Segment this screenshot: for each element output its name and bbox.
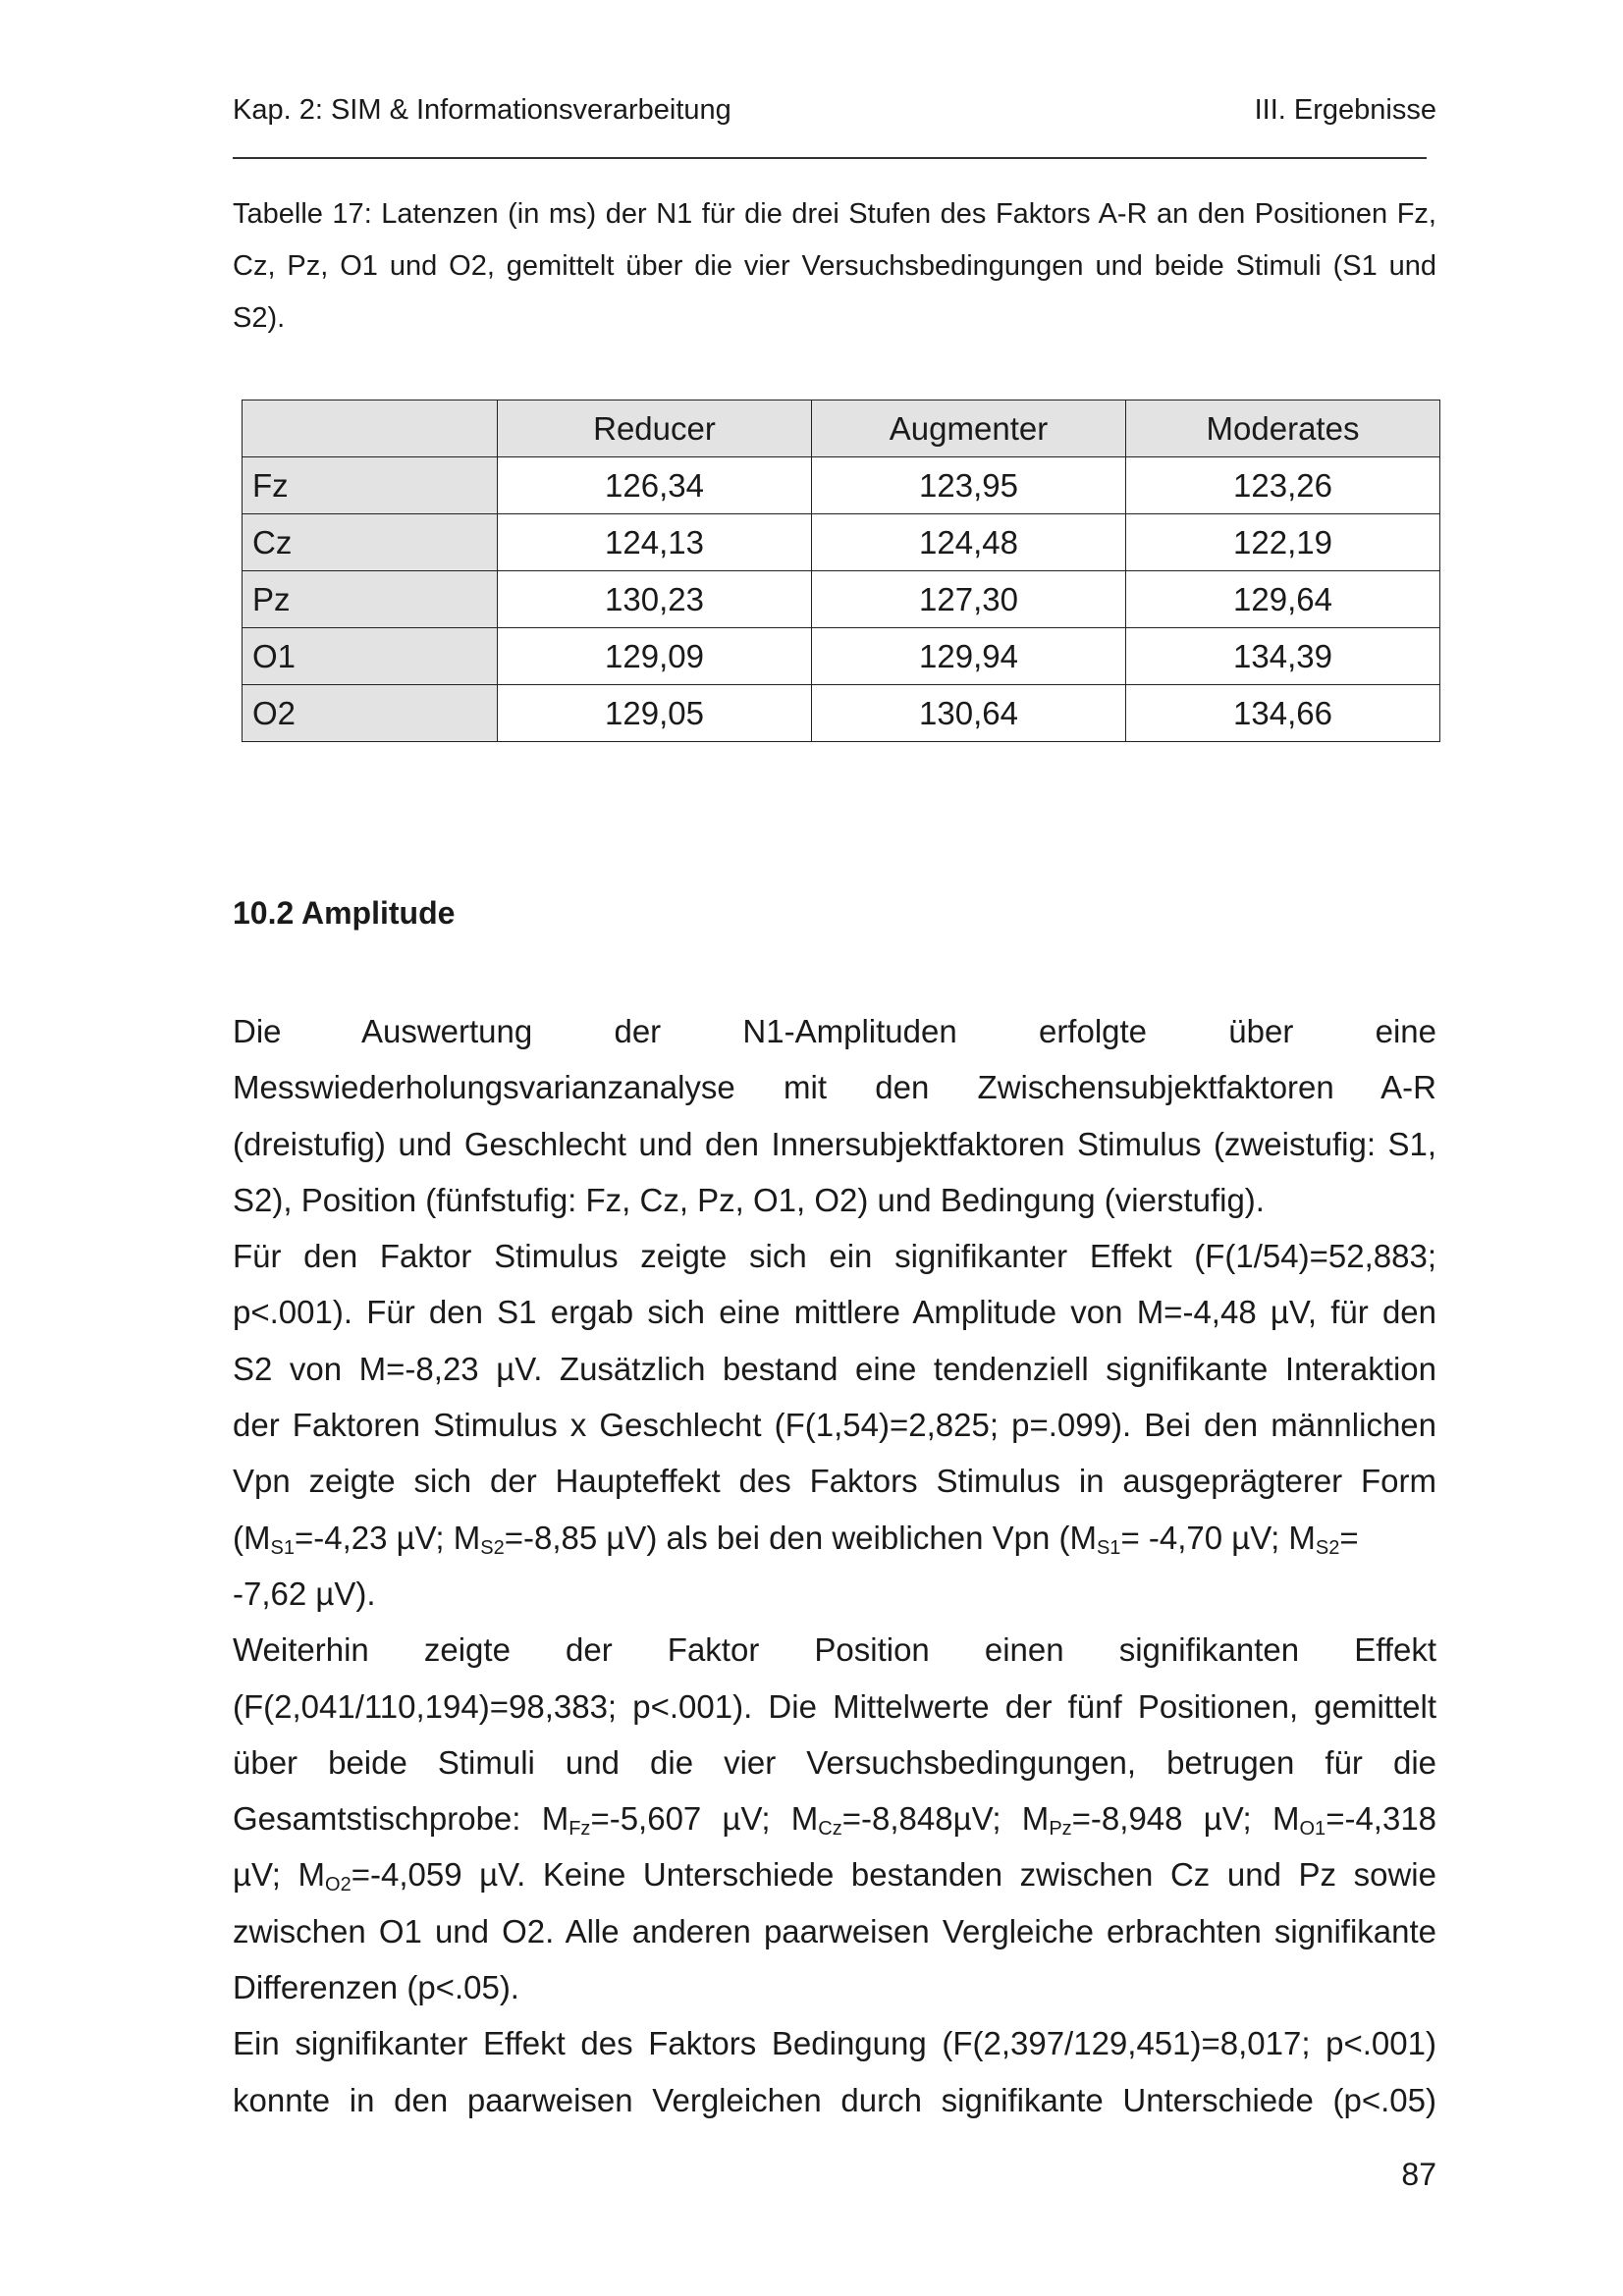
- text-line: Differenzen (p<.05).: [233, 1969, 519, 2006]
- text-run: =-4,23 µV; M: [294, 1519, 481, 1556]
- latency-table: [242, 400, 1440, 742]
- text-run: µV; M: [233, 1856, 326, 1894]
- text-run: =-4,318: [1325, 1800, 1437, 1838]
- page-number: 87: [1401, 2157, 1436, 2192]
- text-line: (F(2,041/110,194)=98,383; p<.001). Die Mittelwerte der fünf Positionen, gemittelt: [233, 1687, 1436, 1725]
- text-line: konnte in den paarweisen Vergleichen durch signifikante Unterschiede (p<.05): [233, 2081, 1436, 2118]
- table-cell: 124,13: [498, 514, 812, 571]
- text-run: = -4,70 µV; M: [1120, 1519, 1316, 1556]
- text-line: [233, 1846, 1436, 1902]
- table-cell: 130,23: [498, 571, 812, 628]
- text-line: Für den Faktor Stimulus zeigte sich ein signifikanter Effekt (F(1/54)=52,883;: [233, 1238, 1436, 1275]
- text-run: =: [1339, 1519, 1359, 1556]
- text-run: =-5,607 µV; M: [590, 1800, 819, 1838]
- table-cell: 124,48: [812, 514, 1126, 571]
- text-line: Weiterhin zeigte der Faktor Position einen signifikanten Effekt: [233, 1631, 1436, 1669]
- table-cell: 129,94: [812, 628, 1126, 685]
- text-run: =-8,948 µV; M: [1071, 1800, 1300, 1838]
- row-label: O2: [243, 685, 498, 742]
- table-cell: 122,19: [1126, 514, 1440, 571]
- subscript: S1: [1096, 1536, 1121, 1559]
- table-cell: 129,64: [1126, 571, 1440, 628]
- table-corner-cell: [243, 400, 498, 457]
- section-heading: 10.2 Amplitude: [233, 895, 456, 931]
- column-header-reducer: Reducer: [498, 400, 812, 457]
- text-line: S2 von M=-8,23 µV. Zusätzlich bestand eine tendenziell signifikante Interaktion: [233, 1350, 1436, 1387]
- table-cell: 123,95: [812, 457, 1126, 514]
- text-line: -7,62 µV).: [233, 1575, 376, 1612]
- text-run: =-4,059 µV. Keine Unterschiede bestanden zwischen Cz und Pz sowie: [351, 1856, 1436, 1894]
- table-row: [243, 457, 1440, 514]
- table-cell: 123,26: [1126, 457, 1440, 514]
- running-header-chapter: Kap. 2: SIM & Informationsverarbeitung: [233, 94, 731, 126]
- table-row: [243, 628, 1440, 685]
- table-caption: Tabelle 17: Latenzen (in ms) der N1 für die drei Stufen des Faktors A-R an den Positionen Fz, Cz, Pz, O1 und O2, gemittelt über die vier Versuchsbedingungen und beide Stimuli (S1 und S2).: [233, 198, 1436, 334]
- text-line: zwischen O1 und O2. Alle anderen paarweisen Vergleiche erbrachten signifikante: [233, 1912, 1436, 1949]
- subscript: S2: [480, 1536, 505, 1559]
- running-header-section: III. Ergebnisse: [1254, 94, 1436, 126]
- body-text: [233, 1003, 1436, 2128]
- text-run: (M: [233, 1519, 271, 1556]
- text-line: der Faktoren Stimulus x Geschlecht (F(1,54)=2,825; p=.099). Bei den männlichen: [233, 1407, 1436, 1444]
- text-line: p<.001). Für den S1 ergab sich eine mittlere Amplitude von M=-4,48 µV, für den: [233, 1294, 1436, 1331]
- table-cell: 129,09: [498, 628, 812, 685]
- subscript: Fz: [568, 1818, 591, 1841]
- row-label: Fz: [243, 457, 498, 514]
- table-cell: 130,64: [812, 685, 1126, 742]
- text-run: =-8,848µV; M: [841, 1800, 1050, 1838]
- subscript: Pz: [1049, 1818, 1072, 1841]
- header-rule: [233, 157, 1427, 159]
- table-cell: 126,34: [498, 457, 812, 514]
- table-row: [243, 571, 1440, 628]
- row-label: Cz: [243, 514, 498, 571]
- table-row: [243, 514, 1440, 571]
- text-line: Ein signifikanter Effekt des Faktors Bedingung (F(2,397/129,451)=8,017; p<.001): [233, 2025, 1436, 2062]
- text-line: Messwiederholungsvarianzanalyse mit den Zwischensubjektfaktoren A-R: [233, 1069, 1436, 1106]
- text-line: [233, 1510, 1436, 1566]
- text-line: Die Auswertung der N1-Amplituden erfolgte über eine: [233, 1013, 1436, 1049]
- text-line: S2), Position (fünfstufig: Fz, Cz, Pz, O1, O2) und Bedingung (vierstufig).: [233, 1181, 1265, 1218]
- text-line: über beide Stimuli und die vier Versuchsbedingungen, betrugen für die: [233, 1743, 1436, 1781]
- text-line: Vpn zeigte sich der Haupteffekt des Faktors Stimulus in ausgeprägterer Form: [233, 1463, 1436, 1500]
- subscript: O1: [1299, 1818, 1326, 1841]
- column-header-moderates: Moderates: [1126, 400, 1440, 457]
- subscript: S1: [270, 1536, 295, 1559]
- text-run: Gesamtstischprobe: M: [233, 1800, 569, 1838]
- row-label: O1: [243, 628, 498, 685]
- subscript: S2: [1315, 1536, 1340, 1559]
- table-header-row: [243, 400, 1440, 457]
- table-cell: 134,39: [1126, 628, 1440, 685]
- text-line: (dreistufig) und Geschlecht und den Innersubjektfaktoren Stimulus (zweistufig: S1,: [233, 1125, 1436, 1162]
- table-cell: 129,05: [498, 685, 812, 742]
- table-row: [243, 685, 1440, 742]
- subscript: Cz: [818, 1818, 842, 1841]
- text-line: [233, 1790, 1436, 1846]
- column-header-augmenter: Augmenter: [812, 400, 1126, 457]
- table-cell: 127,30: [812, 571, 1126, 628]
- text-run: =-8,85 µV) als bei den weiblichen Vpn (M: [504, 1519, 1097, 1556]
- table-cell: 134,66: [1126, 685, 1440, 742]
- subscript: O2: [325, 1874, 352, 1896]
- row-label: Pz: [243, 571, 498, 628]
